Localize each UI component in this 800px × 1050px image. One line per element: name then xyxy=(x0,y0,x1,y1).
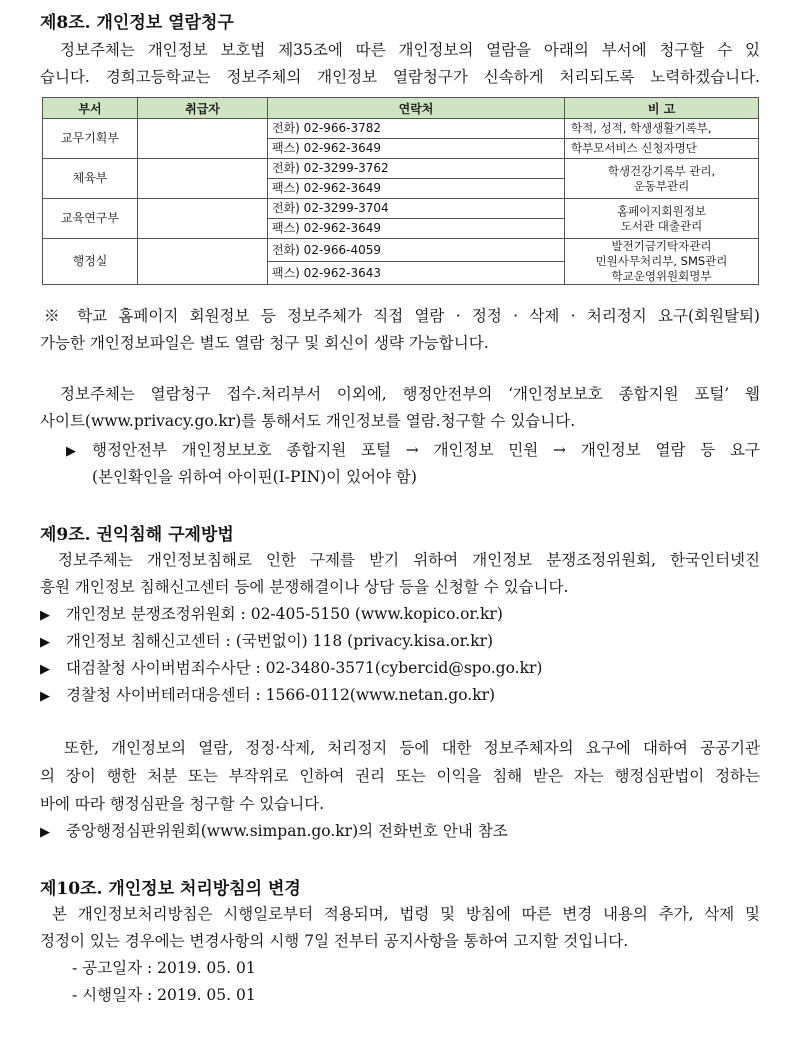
portal-bullet-text: 행정안전부 개인정보보호 종합지원 포털 → 개인정보 민원 → 개인정보 열람 등 요구 xyxy=(92,441,760,459)
remarks-line: 발전기금기탁자관리 xyxy=(611,239,712,253)
article-9-paragraph2-line-2: 의 장이 행한 처분 또는 부작위로 인하여 권리 또는 이익을 침해 받은 자는 행정심판법이 정하는 xyxy=(40,767,760,785)
department-table xyxy=(42,97,759,285)
staff-cell xyxy=(138,239,268,285)
article-9-paragraph-line-2: 흥원 개인정보 침해신고센터 등에 분쟁해결이나 상담 등을 신청할 수 있습니다. xyxy=(40,578,569,596)
remedy-item-text: 중앙행정심판위원회(www.simpan.go.kr)의 전화번호 안내 참조 xyxy=(66,822,508,840)
bullet-arrow-icon: ▶ xyxy=(40,825,50,840)
remedy-item-text: 대검찰청 사이버범죄수사단 : 02-3480-3571(cybercid@spo.go.kr) xyxy=(66,659,543,677)
effective-date: - 시행일자 : 2019. 05. 01 xyxy=(72,986,256,1004)
table-row xyxy=(43,239,759,262)
article-8-paragraph2-line-1: 정보주체는 열람청구 접수.처리부서 이외에, 행정안전부의 ‘개인정보보호 종합지원 포털’ 웹 xyxy=(60,385,760,403)
article-8-title: 제8조. 개인정보 열람청구 xyxy=(40,13,234,33)
staff-cell xyxy=(138,119,268,159)
phone-cell: 전화) 02-3299-3704 xyxy=(268,199,565,219)
table-row xyxy=(43,159,759,179)
fax-cell: 팩스) 02-962-3649 xyxy=(268,139,565,159)
remarks-cell xyxy=(565,239,759,285)
table-header-row xyxy=(43,98,759,119)
department-cell: 체육부 xyxy=(43,159,138,199)
portal-bullet-line-2: (본인확인을 위하여 아이핀(I-PIN)이 있어야 함) xyxy=(92,468,417,486)
fax-cell: 팩스) 02-962-3649 xyxy=(268,219,565,239)
department-cell: 행정실 xyxy=(43,239,138,285)
article-8-paragraph-line-1: 정보주체는 개인정보 보호법 제35조에 따른 개인정보의 열람을 아래의 부서에 청구할 수 있 xyxy=(60,41,760,59)
phone-cell: 전화) 02-3299-3762 xyxy=(268,159,565,179)
phone-cell: 전화) 02-966-3782 xyxy=(268,119,565,139)
table-row xyxy=(43,199,759,219)
bullet-arrow-icon: ▶ xyxy=(40,662,50,677)
article-9-paragraph2-line-1: 또한, 개인정보의 열람, 정정·삭제, 처리정지 등에 대한 정보주체자의 요구에 대하여 공공기관 xyxy=(64,739,760,757)
article-10-paragraph-line-1: 본 개인정보처리방침은 시행일로부터 적용되며, 법령 및 방침에 따른 변경 내용의 추가, 삭제 및 xyxy=(52,905,760,923)
header-contact: 연락처 xyxy=(268,98,565,119)
remarks-cell-line-1: 학적, 성적, 학생생활기록부, xyxy=(565,119,759,139)
article-10-paragraph-line-2: 정정이 있는 경우에는 변경사항의 시행 7일 전부터 공지사항을 통하여 고지할 것입니다. xyxy=(40,932,629,950)
header-department: 부서 xyxy=(43,98,138,119)
article-9-paragraph-line-1: 정보주체는 개인정보침해로 인한 구제를 받기 위하여 개인정보 분쟁조정위원회, 한국인터넷진 xyxy=(58,551,760,569)
article-9-paragraph2-line-3: 바에 따라 행정심판을 청구할 수 있습니다. xyxy=(40,795,325,813)
remarks-line: 학생건강기록부 관리, xyxy=(607,163,716,178)
bullet-arrow-icon: ▶ xyxy=(40,635,50,650)
remarks-line: 홈페이지회원정보 xyxy=(617,203,706,218)
header-staff: 취급자 xyxy=(138,98,268,119)
article-8-paragraph-line-2: 습니다. 경희고등학교는 정보주체의 개인정보 열람청구가 신속하게 처리되도록 노력하겠습니다. xyxy=(40,68,760,86)
bullet-arrow-icon: ▶ xyxy=(40,608,50,623)
remedy-item-text: 개인정보 침해신고센터 : (국번없이) 118 (privacy.kisa.or.kr) xyxy=(66,632,494,650)
announce-date: - 공고일자 : 2019. 05. 01 xyxy=(72,959,256,977)
notice-line-2: 가능한 개인정보파일은 별도 열람 청구 및 회신이 생략 가능합니다. xyxy=(40,334,489,352)
department-cell: 교육연구부 xyxy=(43,199,138,239)
article-9-title: 제9조. 권익침해 구제방법 xyxy=(40,525,234,545)
fax-cell: 팩스) 02-962-3643 xyxy=(268,262,565,285)
article-8-paragraph2-line-2: 사이트(www.privacy.go.kr)를 통해서도 개인정보를 열람.청구할 수 있습니다. xyxy=(40,412,576,430)
bullet-arrow-icon: ▶ xyxy=(40,689,50,704)
staff-cell xyxy=(138,159,268,199)
phone-cell: 전화) 02-966-4059 xyxy=(268,239,565,262)
article-10-title: 제10조. 개인정보 처리방침의 변경 xyxy=(40,879,301,899)
bullet-arrow-icon: ▶ xyxy=(66,444,76,459)
remarks-line: 학교운영위원회명부 xyxy=(611,269,712,283)
remedy-list-item xyxy=(40,685,495,707)
remedy-item-text: 경찰청 사이버테러대응센터 : 1566-0112(www.netan.go.kr) xyxy=(66,686,496,704)
remedy-item-text: 개인정보 분쟁조정위원회 : 02-405-5150 (www.kopico.or.kr) xyxy=(66,605,503,623)
remedy-list-item xyxy=(40,604,503,626)
remarks-cell-line-2: 학부모서비스 신청자명단 xyxy=(565,139,759,159)
remarks-line: 운동부관리 xyxy=(633,178,690,193)
remedy-list-item xyxy=(40,658,542,680)
header-remarks: 비 고 xyxy=(565,98,759,119)
portal-bullet-line-1 xyxy=(66,440,760,462)
remarks-line: 도서관 대출관리 xyxy=(620,218,703,233)
remarks-cell xyxy=(565,159,759,199)
remarks-line: 민원사무처리부, SMS관리 xyxy=(595,254,728,268)
department-cell: 교무기획부 xyxy=(43,119,138,159)
staff-cell xyxy=(138,199,268,239)
fax-cell: 팩스) 02-962-3649 xyxy=(268,179,565,199)
remarks-cell xyxy=(565,199,759,239)
notice-line-1: ※ 학교 홈페이지 회원정보 등 정보주체가 직접 열람 · 정정 · 삭제 · 처리정지 요구(회원탈퇴) xyxy=(44,307,760,325)
table-row xyxy=(43,119,759,139)
remedy-list-item xyxy=(40,631,493,653)
remedy-list-item xyxy=(40,821,508,843)
